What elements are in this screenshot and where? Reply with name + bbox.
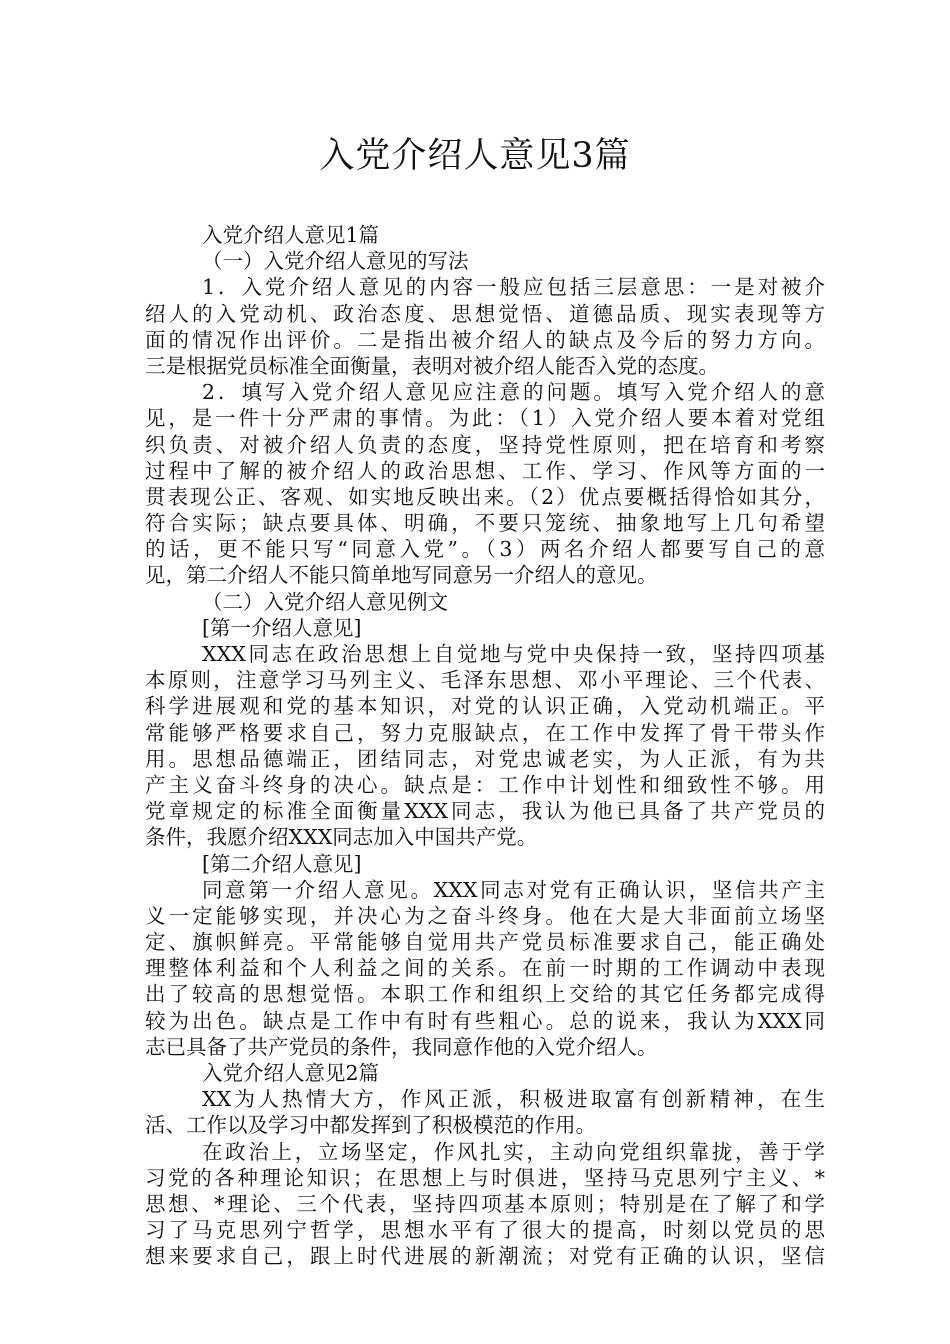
text-line: XXX同志在政治思想上自觉地与党中央保持一致，坚持四项基 xyxy=(202,642,825,666)
text-line: 理整体利益和个人利益之间的关系。在前一时期的工作调动中表现 xyxy=(145,956,825,981)
text-line: 定、旗帜鲜亮。平常能够自觉用共产党员标准要求自己，能正确处 xyxy=(145,930,825,955)
text-line: 条件，我愿介绍XXX同志加入中国共产党。 xyxy=(145,825,538,850)
text-line: [第一介绍人意见] xyxy=(202,615,362,640)
text-line: 面的情况作出评价。二是指出被介绍人的缺点及今后的努力方向。 xyxy=(145,327,825,352)
text-line: 绍人的入党动机、政治态度、思想觉悟、道德品质、现实表现等方 xyxy=(145,301,825,326)
text-line: 党章规定的标准全面衡量XXX同志，我认为他已具备了共产党员的 xyxy=(145,799,825,824)
text-line: 活、工作以及学习中都发挥到了积极模范的作用。 xyxy=(145,1113,596,1138)
text-line: 贯表现公正、客观、如实地反映出来。（2）优点要概括得恰如其分， xyxy=(145,484,825,509)
text-line: 义一定能够实现，并决心为之奋斗终身。他在大是大非面前立场坚 xyxy=(145,903,825,928)
text-line: （二）入党介绍人意见例文 xyxy=(202,589,448,614)
text-line: 符合实际；缺点要具体、明确，不要只笼统、抽象地写上几句希望 xyxy=(145,511,825,536)
text-line: 入党介绍人意见2篇 xyxy=(202,1061,380,1085)
document-body xyxy=(145,222,825,1270)
text-line: 的话，更不能只写“同意入党”。（3）两名介绍人都要写自己的意 xyxy=(145,537,825,562)
text-line: 同意第一介绍人意见。XXX同志对党有正确认识，坚信共产主 xyxy=(202,877,825,902)
text-line: 思想、*理论、三个代表，坚持四项基本原则；特别是在了解了和学 xyxy=(145,1191,825,1216)
text-line: XX为人热情大方，作风正派，积极进取富有创新精神，在生 xyxy=(202,1087,825,1112)
text-line: 习了马克思列宁哲学，思想水平有了很大的提高，时刻以党员的思 xyxy=(145,1218,825,1243)
text-line: 三是根据党员标准全面衡量，表明对被介绍人能否入党的态度。 xyxy=(145,353,719,378)
text-line: 入党介绍人意见1篇 xyxy=(202,223,380,247)
text-line: 1．入党介绍人意见的内容一般应包括三层意思：一是对被介 xyxy=(202,275,825,300)
document-title: 入党介绍人意见3篇 xyxy=(319,136,631,176)
text-line: （一）入党介绍人意见的写法 xyxy=(202,249,469,274)
text-line: 较为出色。缺点是工作中有时有些粗心。总的说来，我认为XXX同 xyxy=(145,1008,825,1033)
text-line: [第二介绍人意见] xyxy=(202,851,362,876)
text-line: 见，是一件十分严肃的事情。为此：（1）入党介绍人要本着对党组 xyxy=(145,406,825,431)
text-line: 过程中了解的被介绍人的政治思想、工作、学习、作风等方面的一 xyxy=(145,458,825,483)
text-line: 用。思想品德端正，团结同志，对党忠诚老实，为人正派，有为共 xyxy=(145,746,825,771)
text-line: 在政治上，立场坚定，作风扎实，主动向党组织靠拢，善于学 xyxy=(202,1139,825,1164)
text-line: 织负责、对被介绍人负责的态度，坚持党性原则，把在培育和考察 xyxy=(145,432,825,457)
text-line: 习党的各种理论知识；在思想上与时俱进，坚持马克思列宁主义、* xyxy=(145,1165,825,1190)
text-line: 见，第二介绍人不能只简单地写同意另一介绍人的意见。 xyxy=(145,563,658,588)
text-line: 想来要求自己，跟上时代进展的新潮流；对党有正确的认识，坚信 xyxy=(145,1244,825,1269)
text-line: 产主义奋斗终身的决心。缺点是：工作中计划性和细致性不够。用 xyxy=(145,772,825,797)
text-line: 志已具备了共产党员的条件，我同意作他的入党介绍人。 xyxy=(145,1034,658,1059)
text-line: 科学进展观和党的基本知识，对党的认识正确，入党动机端正。平 xyxy=(145,694,825,719)
text-line: 本原则，注意学习马列主义、毛泽东思想、邓小平理论、三个代表、 xyxy=(145,668,825,693)
text-line: 常能够严格要求自己，努力克服缺点，在工作中发挥了骨干带头作 xyxy=(145,720,825,745)
text-line: 出了较高的思想觉悟。本职工作和组织上交给的其它任务都完成得 xyxy=(145,982,825,1007)
text-line: 2．填写入党介绍人意见应注意的问题。填写入党介绍人的意 xyxy=(202,380,825,405)
